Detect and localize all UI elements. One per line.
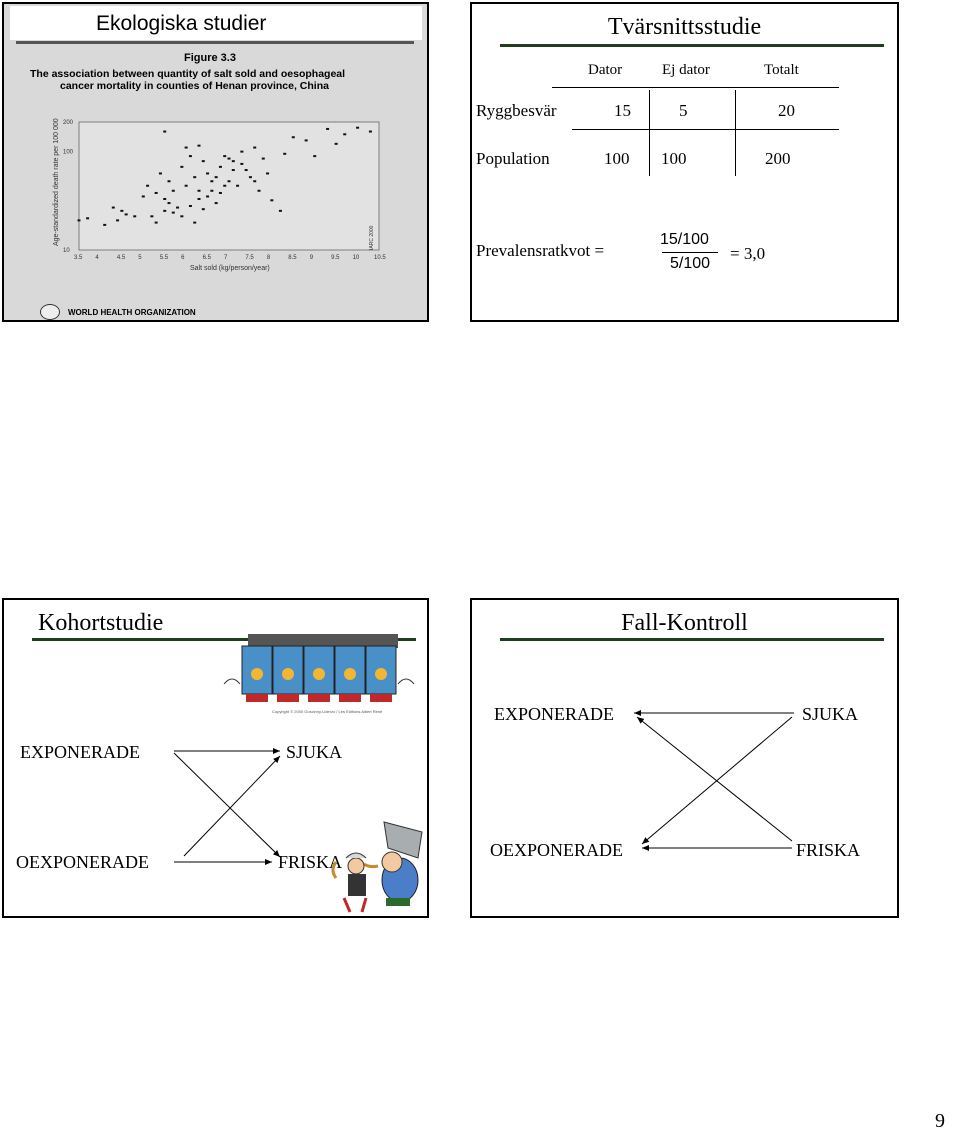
x-tick-label: 7.5 xyxy=(245,255,254,261)
cell-ryggbesvar-ej-dator: 5 xyxy=(679,101,688,120)
scatter-point xyxy=(356,127,359,129)
label-unexposed: OEXPONERADE xyxy=(16,852,149,872)
scatter-point xyxy=(215,176,218,178)
figure-caption-2: cancer mortality in counties of Henan province, China xyxy=(60,80,329,92)
scatter-point xyxy=(223,155,226,157)
x-tick-label: 10.5 xyxy=(374,255,386,261)
slide-title: Kohortstudie xyxy=(38,610,164,636)
scatter-point xyxy=(240,163,243,165)
label-sick: SJUKA xyxy=(802,704,859,724)
scatter-point xyxy=(155,192,158,194)
scatter-point xyxy=(206,195,209,197)
label-exposed: EXPONERADE xyxy=(20,742,140,762)
scatter-point xyxy=(219,192,222,194)
who-logo-icon xyxy=(40,304,60,320)
cell-ryggbesvar-dator: 15 xyxy=(614,101,631,120)
label-unexposed: OEXPONERADE xyxy=(490,840,623,860)
scatter-point xyxy=(279,210,282,212)
figure-label: Figure 3.3 xyxy=(184,52,236,64)
scatter-point xyxy=(133,215,136,217)
col-header-dator: Dator xyxy=(588,62,623,78)
y-tick-label: 10 xyxy=(63,248,70,254)
col-header-ej-dator: Ej dator xyxy=(662,62,710,78)
scatter-point xyxy=(198,190,201,192)
scatter-point xyxy=(219,166,222,168)
scatter-point xyxy=(155,222,158,224)
x-axis-label: Salt sold (kg/person/year) xyxy=(190,265,270,272)
scatter-point xyxy=(159,172,162,174)
scatter-point xyxy=(223,185,226,187)
scatter-point xyxy=(163,210,166,212)
cell-population-totalt: 200 xyxy=(765,149,791,168)
ratio-numerator: 15/100 xyxy=(660,231,709,248)
scatter-point xyxy=(180,166,183,168)
figure-caption-1: The association between quantity of salt sold and oesophageal xyxy=(30,68,346,80)
scatter-point xyxy=(163,198,166,200)
slide-title: Fall-Kontroll xyxy=(621,610,748,636)
scatter-point xyxy=(369,131,372,133)
scatter-point xyxy=(343,133,346,135)
scatter-point xyxy=(142,195,145,197)
scatter-point xyxy=(313,155,316,157)
x-tick-label: 4 xyxy=(95,255,99,261)
scatter-point xyxy=(240,151,243,153)
org-name: WORLD HEALTH ORGANIZATION xyxy=(68,308,196,317)
label-exposed: EXPONERADE xyxy=(494,704,614,724)
scatter-point xyxy=(180,215,183,217)
row-label-ryggbesvar: Ryggbesvär xyxy=(476,101,557,120)
ratio-result: = 3,0 xyxy=(730,244,766,263)
header-line xyxy=(552,87,839,88)
scatter-point xyxy=(116,219,119,221)
scatter-point xyxy=(266,172,269,174)
scatter-point xyxy=(172,212,175,214)
x-tick-label: 8.5 xyxy=(288,255,297,261)
x-tick-label: 5 xyxy=(138,255,142,261)
row-line xyxy=(572,129,839,130)
scatter-point xyxy=(202,208,205,210)
label-sick: SJUKA xyxy=(286,742,343,762)
scatter-point xyxy=(198,198,201,200)
scatter-point xyxy=(236,185,239,187)
cell-population-dator: 100 xyxy=(604,149,630,168)
scatter-point xyxy=(198,145,201,147)
scatter-point xyxy=(202,160,205,162)
scatter-point xyxy=(172,190,175,192)
fraction-bar xyxy=(662,252,718,253)
ratio-label: Prevalensratkvot = xyxy=(476,241,605,260)
label-healthy: FRISKA xyxy=(278,852,343,872)
arrow-unexposed-to-sick xyxy=(184,756,280,856)
col-line-1 xyxy=(649,90,650,176)
scatter-point xyxy=(193,222,196,224)
scatter-chart xyxy=(4,4,427,320)
scatter-point xyxy=(146,185,149,187)
y-tick-label: 200 xyxy=(63,120,74,126)
scatter-point xyxy=(245,169,248,171)
slide-cohort xyxy=(2,598,429,918)
scatter-point xyxy=(210,190,213,192)
page-number: 9 xyxy=(935,1110,945,1132)
scatter-point xyxy=(163,131,166,133)
scatter-point xyxy=(270,199,273,201)
copyright-note: Copyright © 2000 Goscinny-Uderzo / Les Editions Albert René xyxy=(272,709,383,714)
scatter-point xyxy=(168,202,171,204)
scatter-point xyxy=(206,172,209,174)
scatter-point xyxy=(210,180,213,182)
row-label-population: Population xyxy=(476,149,550,168)
slide-ecological-studies xyxy=(2,2,429,322)
label-healthy: FRISKA xyxy=(796,840,861,860)
x-tick-label: 6.5 xyxy=(202,255,211,261)
plot-area xyxy=(79,122,379,250)
scatter-point xyxy=(253,180,256,182)
scatter-point xyxy=(305,139,308,141)
slide-cross-sectional xyxy=(470,2,899,322)
col-header-totalt: Totalt xyxy=(764,62,799,78)
scatter-point xyxy=(78,219,81,221)
scatter-point xyxy=(232,160,235,162)
scatter-point xyxy=(335,143,338,145)
slide-title: Ekologiska studier xyxy=(96,12,267,35)
scatter-point xyxy=(228,180,231,182)
col-line-2 xyxy=(735,90,736,176)
scatter-point xyxy=(86,217,89,219)
scatter-point xyxy=(326,128,329,130)
side-note: IARC 2000 xyxy=(369,225,375,250)
scatter-point xyxy=(168,180,171,182)
case-control-arrows xyxy=(472,600,897,916)
scatter-point xyxy=(189,155,192,157)
cell-population-ej-dator: 100 xyxy=(661,149,687,168)
scatter-point xyxy=(228,158,231,160)
scatter-point xyxy=(215,202,218,204)
x-tick-label: 9.5 xyxy=(331,255,340,261)
scatter-point xyxy=(185,185,188,187)
title-rule xyxy=(500,44,884,47)
scatter-point xyxy=(120,210,123,212)
x-tick-label: 6 xyxy=(181,255,185,261)
slide-case-control xyxy=(470,598,899,918)
gaul-characters-illustration-icon xyxy=(326,818,429,918)
scatter-point xyxy=(249,176,252,178)
scatter-point xyxy=(125,213,128,215)
slide-title: Tvärsnittsstudie xyxy=(607,14,762,40)
ratio-denominator: 5/100 xyxy=(670,255,711,272)
scatter-point xyxy=(103,224,106,226)
x-tick-label: 7 xyxy=(224,255,228,261)
x-tick-label: 5.5 xyxy=(159,255,169,261)
x-tick-label: 10 xyxy=(352,255,360,261)
scatter-point xyxy=(283,153,286,155)
scatter-point xyxy=(189,205,192,207)
scatter-point xyxy=(253,147,256,149)
scatter-point xyxy=(258,190,261,192)
x-tick-label: 3.5 xyxy=(74,255,83,261)
y-axis-label: Age-standardized death rate per 100 000 xyxy=(53,118,60,246)
y-tick-label: 100 xyxy=(63,149,74,156)
scatter-point xyxy=(193,176,196,178)
scatter-point xyxy=(292,136,295,138)
scatter-point xyxy=(112,207,115,209)
cell-ryggbesvar-totalt: 20 xyxy=(778,101,795,120)
scatter-point xyxy=(232,169,235,171)
x-tick-label: 8 xyxy=(266,255,271,261)
arrow-exposed-to-healthy xyxy=(174,753,280,857)
scatter-point xyxy=(262,158,265,160)
scatter-point xyxy=(185,147,188,149)
x-tick-label: 9 xyxy=(309,255,314,261)
scatter-point xyxy=(176,207,179,209)
scatter-point xyxy=(150,215,153,217)
x-tick-label: 4.5 xyxy=(116,255,126,261)
arrow-healthy-to-exposed xyxy=(637,717,792,841)
